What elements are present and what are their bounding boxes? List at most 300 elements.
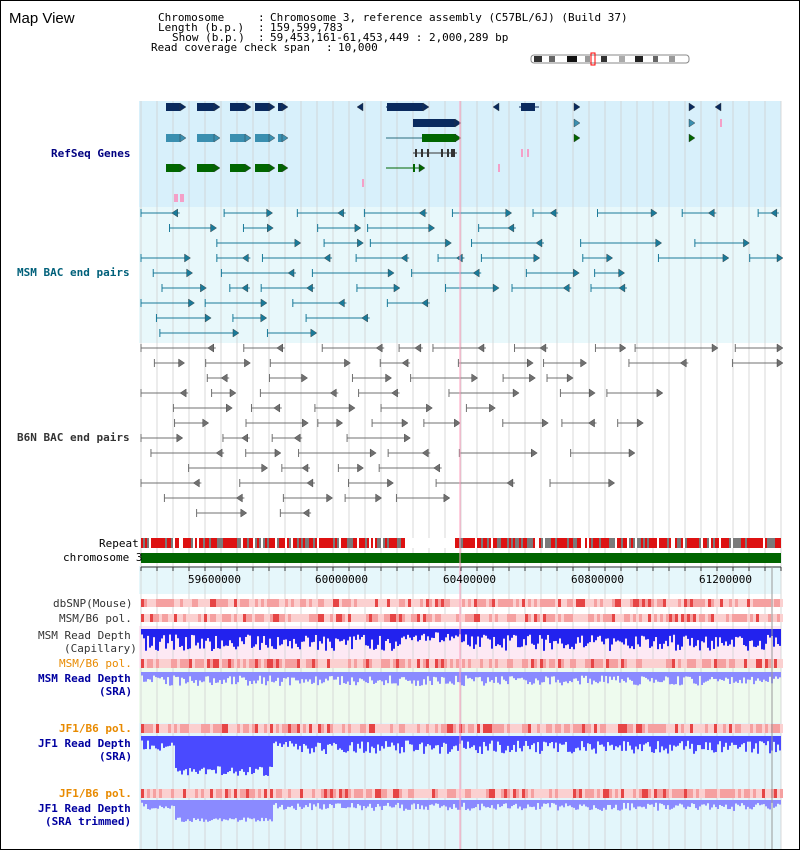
pol-cell — [366, 789, 369, 798]
depth-bar — [673, 672, 675, 685]
pol-cell — [255, 724, 258, 733]
depth-bar — [499, 629, 501, 645]
depth-bar — [709, 629, 711, 651]
repeat-block — [175, 538, 177, 548]
depth-bar — [709, 800, 711, 810]
gene-exon — [278, 164, 282, 172]
depth-bar — [365, 736, 367, 751]
depth-bar — [695, 672, 697, 684]
depth-bar — [175, 672, 177, 677]
pol-cell — [147, 789, 150, 798]
pol-cell — [276, 724, 279, 733]
repeat-block — [749, 538, 751, 548]
repeat-block — [241, 538, 243, 548]
repeat-block — [215, 538, 217, 548]
pol-cell — [732, 614, 735, 622]
pol-cell — [189, 789, 192, 798]
pol-cell — [510, 659, 513, 668]
depth-bar — [445, 736, 447, 744]
pol-cell — [348, 614, 351, 622]
pol-cell — [201, 789, 204, 798]
pol-cell — [690, 659, 693, 668]
depth-bar — [497, 629, 499, 644]
depth-bar — [763, 629, 765, 650]
depth-bar — [407, 736, 409, 741]
pol-cell — [279, 789, 282, 798]
pol-cell — [456, 724, 459, 733]
depth-bar — [227, 672, 229, 678]
repeat-block — [723, 538, 725, 548]
pol-cell — [765, 659, 768, 668]
pol-cell — [387, 724, 390, 733]
pol-cell — [645, 724, 648, 733]
depth-bar — [209, 629, 211, 642]
depth-bar — [595, 800, 597, 808]
depth-bar — [531, 736, 533, 745]
pol-cell — [420, 614, 423, 622]
depth-bar — [607, 800, 609, 805]
pol-cell — [672, 599, 675, 607]
depth-bar — [697, 672, 699, 685]
depth-bar — [411, 736, 413, 745]
repeat-block — [493, 538, 495, 548]
depth-bar — [521, 672, 523, 678]
pol-cell — [276, 789, 279, 798]
pol-cell — [546, 789, 549, 798]
repeat-block — [335, 538, 337, 548]
depth-bar — [539, 736, 541, 754]
repeat-block — [693, 538, 695, 548]
depth-bar — [415, 800, 417, 809]
chromosome-bar[interactable] — [141, 553, 781, 563]
gene-exon — [230, 164, 245, 172]
pol-cell — [648, 789, 651, 798]
pol-cell — [147, 659, 150, 668]
depth-bar — [729, 736, 731, 746]
depth-bar — [461, 629, 463, 642]
depth-bar — [403, 736, 405, 752]
pol-cell — [582, 789, 585, 798]
pol-cell — [489, 724, 492, 733]
pol-cell — [573, 599, 576, 607]
pol-cell — [141, 659, 144, 668]
depth-bar — [679, 800, 681, 804]
depth-bar — [555, 736, 557, 743]
pol-cell — [216, 599, 219, 607]
depth-bar — [445, 800, 447, 807]
pol-cell — [708, 599, 711, 607]
repeat-block — [529, 538, 531, 548]
pol-cell — [774, 724, 777, 733]
depth-bar — [231, 672, 233, 684]
pol-cell — [453, 614, 456, 622]
pol-cell — [552, 789, 555, 798]
pol-cell — [561, 599, 564, 607]
depth-bar — [305, 629, 307, 636]
pol-cell — [759, 789, 762, 798]
depth-bar — [579, 800, 581, 805]
ideogram-band — [534, 56, 542, 62]
repeat-block — [371, 538, 373, 548]
pol-cell — [249, 659, 252, 668]
depth-bar — [349, 672, 351, 685]
depth-bar — [401, 629, 403, 638]
depth-bar — [559, 800, 561, 807]
pol-cell — [375, 659, 378, 668]
repeat-block — [607, 538, 609, 548]
pol-cell — [534, 599, 537, 607]
pol-cell — [726, 614, 729, 622]
depth-bar — [529, 672, 531, 682]
pol-cell — [648, 724, 651, 733]
depth-bar — [415, 672, 417, 686]
depth-bar — [673, 629, 675, 635]
depth-bar — [695, 736, 697, 751]
pol-cell — [246, 659, 249, 668]
repeat-block — [643, 538, 645, 548]
pol-cell — [738, 599, 741, 607]
depth-bar — [153, 800, 155, 808]
depth-bar — [619, 672, 621, 683]
pol-cell — [354, 599, 357, 607]
pol-cell — [711, 789, 714, 798]
depth-bar — [295, 672, 297, 680]
jf1-b6-pol-label-1: JF1/B6 pol. — [59, 722, 132, 735]
depth-bar — [629, 736, 631, 746]
gene-exon — [415, 149, 417, 157]
pol-cell — [549, 789, 552, 798]
pol-cell — [462, 599, 465, 607]
pol-cell — [471, 789, 474, 798]
pol-cell — [735, 614, 738, 622]
depth-bar — [599, 629, 601, 636]
pol-cell — [489, 659, 492, 668]
depth-bar — [647, 629, 649, 639]
depth-bar — [745, 800, 747, 809]
pol-cell — [528, 614, 531, 622]
pol-cell — [438, 724, 441, 733]
depth-bar — [419, 800, 421, 809]
pol-cell — [675, 724, 678, 733]
repeat-block — [365, 538, 367, 548]
depth-bar — [661, 629, 663, 649]
depth-bar — [731, 800, 733, 807]
pol-cell — [744, 789, 747, 798]
depth-bar — [463, 800, 465, 803]
repeat-block — [235, 538, 237, 548]
pol-cell — [249, 789, 252, 798]
depth-bar — [673, 800, 675, 808]
pol-cell — [246, 724, 249, 733]
depth-bar — [321, 736, 323, 751]
pol-cell — [156, 789, 159, 798]
depth-bar — [293, 629, 295, 639]
pol-cell — [447, 789, 450, 798]
pol-cell — [432, 659, 435, 668]
pol-cell — [651, 599, 654, 607]
pol-cell — [528, 724, 531, 733]
depth-bar — [369, 736, 371, 753]
depth-bar — [157, 629, 159, 651]
pol-cell — [630, 599, 633, 607]
pol-cell — [489, 599, 492, 607]
pol-cell — [432, 614, 435, 622]
pol-cell — [213, 789, 216, 798]
depth-bar — [155, 800, 157, 808]
repeat-track[interactable] — [141, 538, 781, 548]
pol-cell — [198, 599, 201, 607]
pol-cell — [414, 659, 417, 668]
pol-cell — [489, 614, 492, 622]
depth-bar — [307, 736, 309, 749]
depth-bar — [519, 736, 521, 748]
pol-cell — [270, 724, 273, 733]
depth-bar — [219, 672, 221, 680]
depth-bar — [329, 672, 331, 676]
depth-bar — [323, 736, 325, 749]
depth-bar — [621, 672, 623, 679]
depth-bar — [615, 736, 617, 746]
repeat-block — [325, 538, 327, 548]
depth-bar — [755, 629, 757, 647]
pol-cell — [681, 659, 684, 668]
repeat-block — [573, 538, 575, 548]
depth-bar — [529, 629, 531, 635]
repeat-block — [193, 538, 195, 548]
depth-bar — [239, 672, 241, 676]
pol-cell — [186, 599, 189, 607]
repeat-block — [557, 538, 559, 548]
depth-bar — [423, 629, 425, 634]
depth-bar — [143, 736, 145, 749]
pol-cell — [498, 614, 501, 622]
repeat-block — [203, 538, 205, 548]
b6n-bac-label: B6N BAC end pairs — [17, 431, 130, 444]
pol-cell — [252, 599, 255, 607]
depth-bar — [619, 736, 621, 745]
repeat-block — [489, 538, 491, 548]
depth-bar — [217, 736, 219, 766]
depth-bar — [215, 672, 217, 683]
depth-bar — [333, 629, 335, 651]
pol-cell — [369, 599, 372, 607]
repeat-block — [211, 538, 213, 548]
depth-bar — [319, 629, 321, 641]
depth-bar — [677, 736, 679, 746]
pol-cell — [219, 614, 222, 622]
depth-bar — [565, 672, 567, 681]
pol-cell — [234, 599, 237, 607]
pol-cell — [396, 789, 399, 798]
pol-cell — [627, 599, 630, 607]
repeat-block — [581, 538, 583, 548]
depth-bar — [535, 800, 537, 810]
depth-bar — [663, 736, 665, 750]
depth-bar — [229, 736, 231, 771]
depth-bar — [157, 800, 159, 809]
pol-cell — [309, 789, 312, 798]
depth-bar — [203, 629, 205, 648]
depth-bar — [237, 672, 239, 682]
repeat-block — [273, 538, 275, 548]
depth-bar — [451, 672, 453, 683]
repeat-block — [197, 538, 199, 548]
depth-bar — [415, 629, 417, 636]
depth-bar — [761, 672, 763, 682]
pol-cell — [318, 659, 321, 668]
pol-cell — [558, 789, 561, 798]
depth-bar — [423, 736, 425, 754]
depth-bar — [201, 629, 203, 639]
depth-bar — [189, 800, 191, 821]
pol-cell — [306, 599, 309, 607]
depth-bar — [523, 672, 525, 680]
depth-bar — [631, 736, 633, 750]
pol-cell — [210, 614, 213, 622]
depth-bar — [255, 736, 257, 769]
pol-cell — [765, 724, 768, 733]
pol-cell — [156, 659, 159, 668]
repeat-block — [167, 538, 169, 548]
depth-bar — [315, 672, 317, 676]
depth-bar — [351, 672, 353, 677]
pol-cell — [279, 659, 282, 668]
depth-bar — [273, 800, 275, 805]
pol-cell — [366, 599, 369, 607]
repeat-block — [519, 538, 521, 548]
pol-cell — [360, 724, 363, 733]
depth-bar — [173, 672, 175, 676]
coverage-value: 10,000 — [338, 41, 378, 54]
depth-bar — [547, 672, 549, 678]
depth-bar — [163, 629, 165, 635]
depth-bar — [559, 629, 561, 638]
depth-bar — [737, 800, 739, 805]
pol-cell — [303, 789, 306, 798]
chromosome-ideogram[interactable] — [531, 53, 689, 65]
depth-bar — [193, 736, 195, 769]
depth-bar — [657, 800, 659, 811]
pol-cell — [150, 599, 153, 607]
depth-bar — [281, 629, 283, 644]
gene-exon — [413, 164, 415, 172]
pol-cell — [426, 614, 429, 622]
depth-bar — [427, 672, 429, 676]
depth-bar — [687, 800, 689, 807]
depth-bar — [411, 629, 413, 640]
depth-bar — [413, 800, 415, 803]
pol-cell — [342, 724, 345, 733]
pol-cell — [729, 724, 732, 733]
repeat-block — [319, 538, 321, 548]
pol-cell — [570, 659, 573, 668]
gene-exon — [278, 103, 282, 111]
depth-bar — [427, 800, 429, 810]
pol-cell — [660, 659, 663, 668]
pol-cell — [216, 614, 219, 622]
pol-cell — [207, 789, 210, 798]
pol-cell — [639, 789, 642, 798]
depth-bar — [573, 629, 575, 649]
pol-cell — [756, 789, 759, 798]
depth-bar — [541, 672, 543, 682]
depth-bar — [377, 800, 379, 804]
depth-bar — [553, 736, 555, 748]
depth-bar — [195, 629, 197, 645]
pol-cell — [258, 724, 261, 733]
depth-bar — [531, 672, 533, 685]
depth-bar — [175, 736, 177, 768]
depth-bar — [725, 736, 727, 743]
pol-cell — [309, 724, 312, 733]
depth-bar — [711, 629, 713, 641]
repeat-block — [669, 538, 671, 548]
repeat-block — [225, 538, 227, 548]
pol-cell — [354, 614, 357, 622]
depth-bar — [511, 736, 513, 750]
depth-bar — [307, 672, 309, 682]
depth-bar — [429, 800, 431, 805]
depth-bar — [227, 736, 229, 772]
pol-cell — [777, 599, 780, 607]
pol-cell — [570, 789, 573, 798]
pol-cell — [513, 789, 516, 798]
repeat-block — [393, 538, 395, 548]
depth-bar — [193, 629, 195, 635]
depth-bar — [417, 672, 419, 681]
depth-bar — [425, 629, 427, 641]
depth-bar — [677, 672, 679, 676]
repeat-block — [585, 538, 587, 548]
msm-depth-sra-label: MSM Read Depth — [38, 672, 131, 685]
pol-cell — [759, 614, 762, 622]
gene-exon — [230, 103, 245, 111]
depth-bar — [157, 736, 159, 749]
depth-bar — [219, 629, 221, 649]
depth-bar — [523, 629, 525, 639]
depth-bar — [733, 736, 735, 745]
pol-cell — [471, 614, 474, 622]
depth-bar — [405, 736, 407, 741]
depth-bar — [385, 629, 387, 641]
pol-cell — [546, 724, 549, 733]
depth-bar — [761, 800, 763, 805]
depth-bar — [607, 672, 609, 683]
depth-bar — [689, 672, 691, 677]
pol-cell — [327, 789, 330, 798]
depth-bar — [321, 800, 323, 810]
depth-bar — [393, 672, 395, 683]
pol-cell — [756, 614, 759, 622]
pol-cell — [363, 659, 366, 668]
depth-bar — [535, 629, 537, 649]
depth-bar — [241, 800, 243, 820]
depth-bar — [357, 629, 359, 635]
depth-bar — [481, 800, 483, 804]
depth-bar — [515, 736, 517, 752]
pol-cell — [216, 659, 219, 668]
depth-bar — [465, 672, 467, 676]
repeat-block — [679, 538, 681, 548]
pol-cell — [591, 724, 594, 733]
depth-bar — [561, 800, 563, 806]
depth-bar — [315, 800, 317, 807]
pol-cell — [408, 659, 411, 668]
depth-bar — [399, 736, 401, 753]
pol-cell — [519, 614, 522, 622]
pol-cell — [390, 724, 393, 733]
depth-bar — [143, 629, 145, 638]
